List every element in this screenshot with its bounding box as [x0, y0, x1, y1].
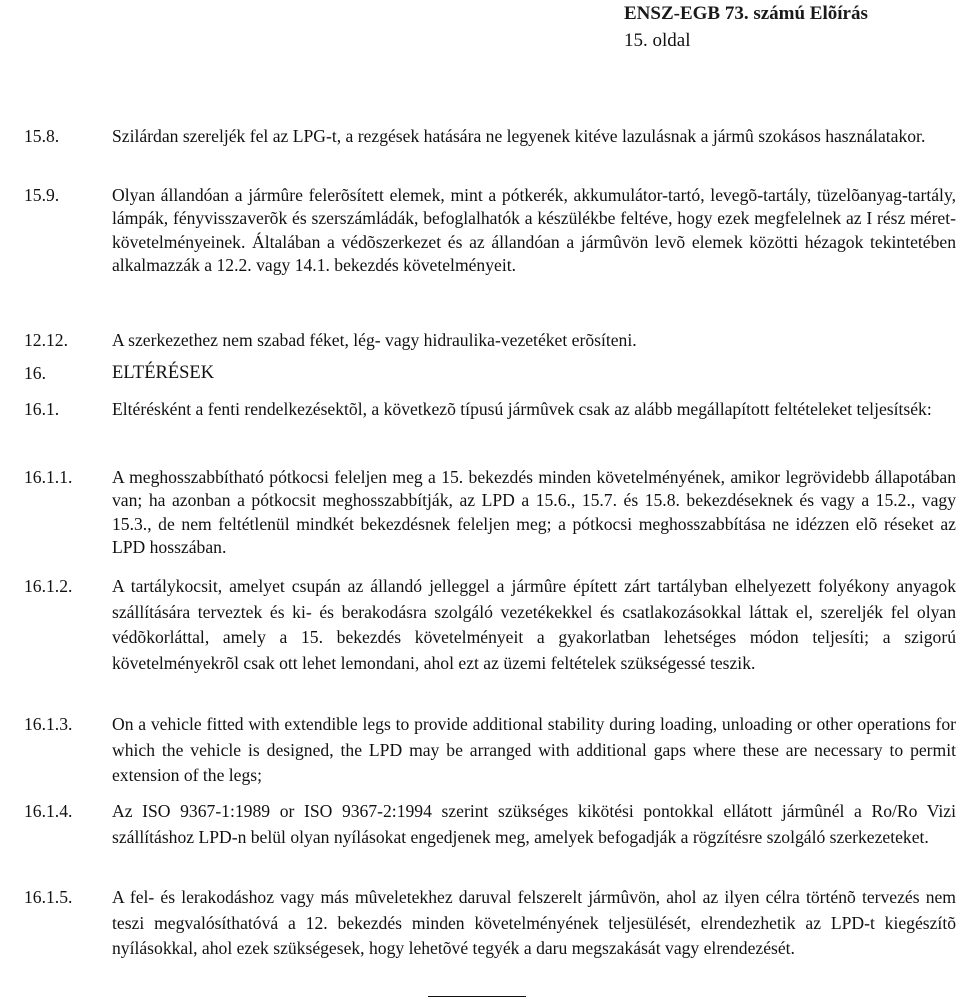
paragraph-16-1-2 [24, 574, 956, 676]
paragraph-number: 16.1.4. [24, 801, 73, 821]
paragraph-text: Szilárdan szereljék fel az LPG-t, a rezgések hatására ne legyenek kitéve lazulásnak a jármû szokásos használatakor. [112, 126, 926, 146]
paragraph-text: Az ISO 9367-1:1989 or ISO 9367-2:1994 szerint szükséges kikötési pontokkal ellátott jármûnél a Ro/Ro Vizi szállításhoz LPD-n belül olyan nyílásokat engedjenek meg, amelyek befogadják a rögzítésre szolgáló szerkezeteket. [112, 801, 956, 847]
paragraph-number: 15.9. [24, 185, 60, 205]
paragraph-15-9 [24, 184, 956, 278]
document-title: ENSZ-EGB 73. számú Elõírás [624, 3, 868, 24]
paragraph-text: A szerkezethez nem szabad féket, lég- vagy hidraulika-vezetéket erõsíteni. [112, 330, 637, 350]
paragraph-text: Olyan állandóan a jármûre felerõsített elemek, mint a pótkerék, akkumulátor-tartó, levegõ-tartály, tüzelõanyag-tartály, lámpák, fényvisszaverõk és szerszámládák, befoglalhatók a készülékbe feltéve, hogy ezek megfelelnek az I rész méret-követelményeinek. Általában a védõszerkezet és az állandóan a jármûvön levõ elemek közötti hézagok tekintetében alkalmazzák a 12.2. vagy 14.1. bekezdés követelményeit. [112, 185, 956, 276]
paragraph-number: 16.1.2. [24, 576, 73, 596]
paragraph-15-8 [24, 125, 956, 148]
paragraph-text: On a vehicle fitted with extendible legs to provide additional stability during loading, unloading or other operations for which the vehicle is designed, the LPD may be arranged with additional gaps where these are necessary to permit extension of the legs; [112, 714, 956, 786]
paragraph-16-1-5 [24, 885, 956, 962]
section-number: 16. [24, 363, 46, 383]
paragraph-number: 16.1.3. [24, 714, 73, 734]
paragraph-text: A tartálykocsit, amelyet csupán az állandó jelleggel a jármûre épített zárt tartályban elhelyezett folyékony anyagok szállítására terveztek és ki- és berakodásra szolgáló vezetékekkel és csatlakozásokkal láttak el, szereljék fel olyan védõkorláttal, amely a 15. bekezdés követelményeit a gyakorlatban lehetséges módon teljesíti; a szigorú követelményekrõl csak ott lehet lemondani, ahol ezt az üzemi feltételek szükségessé teszik. [112, 576, 956, 673]
paragraph-16-1-4 [24, 799, 956, 850]
page-header [624, 2, 944, 53]
section-heading-16 [24, 362, 956, 385]
paragraph-number: 16.1.1. [24, 467, 73, 487]
paragraph-number: 16.1. [24, 399, 60, 419]
paragraph-16-1-3 [24, 712, 956, 789]
paragraph-16-1-1 [24, 466, 956, 560]
footer-rule [428, 996, 526, 997]
paragraph-text: Eltérésként a fenti rendelkezésektõl, a következõ típusú jármûvek csak az alább megállapított feltételeket teljesítsék: [112, 399, 932, 419]
paragraph-number: 12.12. [24, 330, 68, 350]
paragraph-12-12 [24, 329, 956, 352]
paragraph-number: 16.1.5. [24, 887, 73, 907]
paragraph-text: A fel- és lerakodáshoz vagy más mûveletekhez daruval felszerelt jármûvön, ahol az ilyen célra történõ tervezés nem teszi megvalósíthatóvá a 12. bekezdés minden követelményének teljesülését, elrendezhetik az LPD-t kiegészítõ nyílásokkal, ahol ezek szükségesek, hogy lehetõvé tegyék a daru megszakását vagy elrendezését. [112, 887, 956, 959]
page-number: 15. oldal [624, 30, 691, 51]
paragraph-number: 15.8. [24, 126, 60, 146]
section-title: ELTÉRÉSEK [112, 363, 215, 383]
paragraph-text: A meghosszabbítható pótkocsi feleljen meg a 15. bekezdés minden követelményének, amikor legrövidebb állapotában van; ha azonban a pótkocsit meghosszabbítják, az LPD a 15.6., 15.7. és 15.8. bekezdéseknek és vagy a 15.2., vagy 15.3., de nem feltétlenül mindkét bekezdésnek feleljen meg; a pótkocsi meghosszabbítása ne idézzen elõ réseket az LPD hosszában. [112, 467, 956, 558]
paragraph-16-1 [24, 398, 956, 421]
